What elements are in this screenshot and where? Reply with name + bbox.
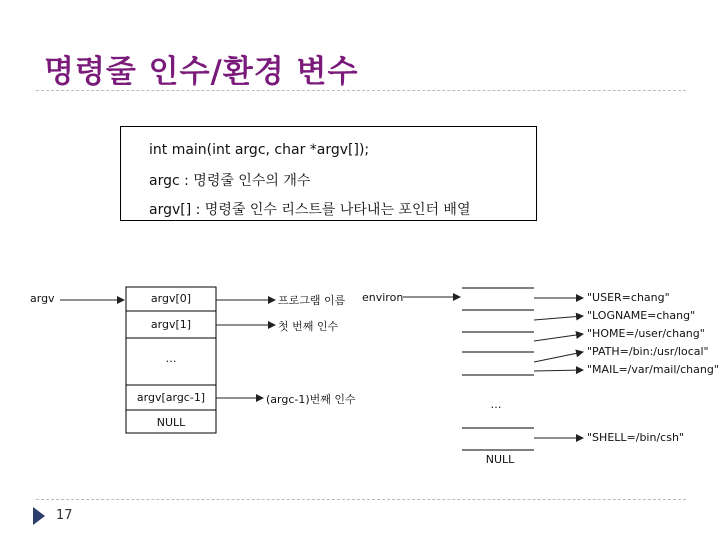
main-signature-line: int main(int argc, char *argv[]); [149, 142, 370, 158]
argv-cell-null: NULL [156, 416, 186, 429]
env-string-mail: "MAIL=/var/mail/chang" [587, 363, 719, 376]
env-string-shell: "SHELL=/bin/csh" [587, 431, 684, 444]
page-number: 17 [56, 508, 73, 523]
env-string-logname: "LOGNAME=chang" [587, 309, 696, 322]
argv-cell-1: argv[1] [150, 318, 192, 331]
environ-label: environ [362, 291, 404, 304]
argc-description-line: argc : 명령줄 인수의 개수 [149, 173, 311, 189]
env-arrow-mail [534, 370, 583, 371]
env-string-user: "USER=chang" [587, 291, 670, 304]
program-name-label: 프로그램 이름 [278, 294, 346, 307]
argv-cell-last: argv[argc-1] [136, 391, 206, 404]
env-array-null: NULL [485, 453, 515, 466]
env-arrow-logname [534, 316, 583, 320]
page-marker-icon [32, 506, 46, 526]
argv-cell-0: argv[0] [150, 292, 192, 305]
footer-divider [36, 499, 686, 500]
env-string-path: "PATH=/bin:/usr/local" [587, 345, 709, 358]
argv-cell-ellipsis: … [165, 352, 177, 365]
argv-label: argv [30, 292, 55, 305]
first-arg-label: 첫 번째 인수 [278, 320, 339, 333]
env-string-home: "HOME=/user/chang" [587, 327, 705, 340]
env-array-ellipsis: … [490, 398, 502, 411]
last-arg-label: (argc-1)번째 인수 [266, 393, 356, 406]
slide-title: 명령줄 인수/환경 변수 [44, 54, 359, 90]
argv-description-line: argv[] : 명령줄 인수 리스트를 나타내는 포인터 배열 [149, 202, 471, 218]
env-arrow-home [534, 334, 583, 341]
env-arrow-path [534, 352, 583, 362]
